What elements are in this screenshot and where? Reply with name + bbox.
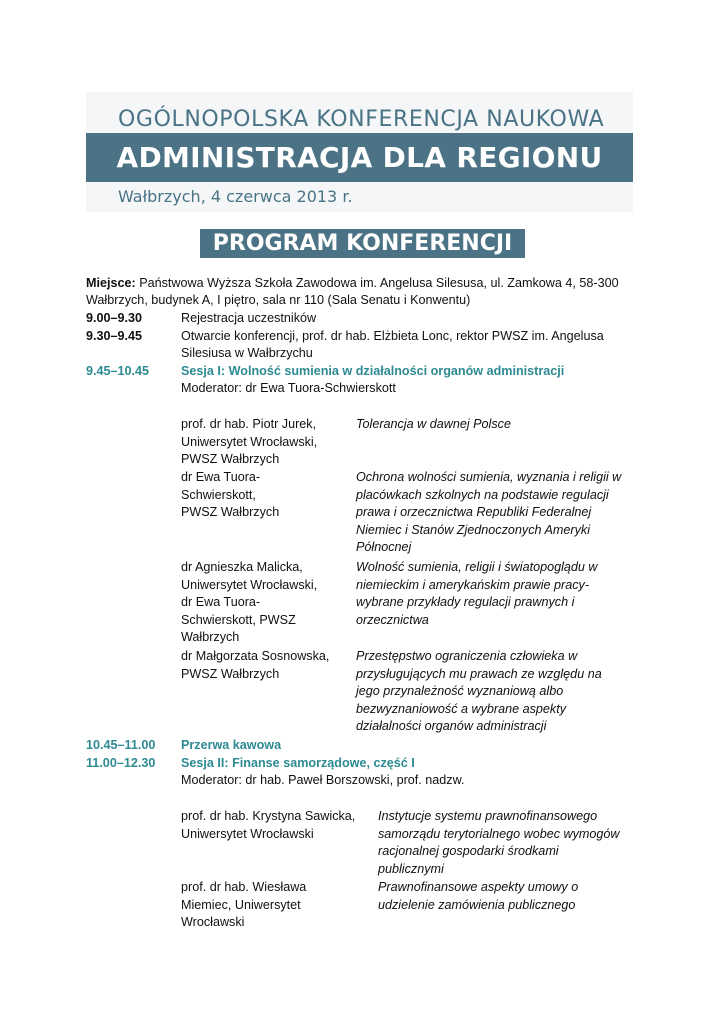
speaker: prof. dr hab. Krystyna Sawicka, Uniwersytet Wrocławski (181, 809, 356, 841)
venue-label: Miejsce: (86, 276, 136, 290)
conference-subtitle: OGÓLNOPOLSKA KONFERENCJA NAUKOWA (118, 107, 605, 132)
session-moderator: Moderator: dr hab. Paweł Borszowski, prof. nadzw. (181, 773, 465, 787)
program-title: PROGRAM KONFERENCJI (212, 231, 513, 256)
talk-title: Ochrona wolności sumienia, wyznania i religii w placówkach szkolnych na podstawie regulacji prawa i orzecznictwa Republiki Federalnej Niemiec i Stanów Zjednoczonych Ameryki Północnej (356, 470, 622, 555)
speaker: dr Małgorzata Sosnowska, PWSZ Wałbrzych (181, 649, 330, 681)
talk-title: Przestępstwo ograniczenia człowieka w przysługujących mu prawach ze względu na jego przynależność wyznaniową albo bezwyznaniowość a wybrane aspekty działalności organów administracji (356, 649, 602, 734)
speaker: dr Agnieszka Malicka, Uniwersytet Wrocławski, dr Ewa Tuora- Schwierskott, PWSZ Wałbrzych (181, 560, 318, 645)
talk-title: Prawnofinansowe aspekty umowy o udzielenie zamówienia publicznego (378, 880, 579, 912)
session-title: Przerwa kawowa (181, 738, 282, 752)
agenda-item: Otwarcie konferencji, prof. dr hab. Elżbieta Lonc, rektor PWSZ im. Angelusa (181, 329, 604, 343)
program-title-band (200, 229, 525, 258)
talk-title: Tolerancja w dawnej Polsce (356, 417, 511, 431)
speaker: prof. dr hab. Piotr Jurek, Uniwersytet Wrocławski, PWSZ Wałbrzych (181, 417, 318, 467)
session-moderator: Moderator: dr Ewa Tuora-Schwierskott (181, 381, 396, 395)
time-slot: 10.45–11.00 (86, 738, 156, 752)
time-slot: 9.00–9.30 (86, 311, 143, 325)
speaker: dr Ewa Tuora- Schwierskott, PWSZ Wałbrzych (181, 470, 280, 520)
session-title: Sesja I: Wolność sumienia w działalności organów administracji (181, 364, 565, 378)
conference-title: ADMINISTRACJA DLA REGIONU (116, 141, 603, 174)
conference-place-date: Wałbrzych, 4 czerwca 2013 r. (118, 187, 353, 206)
time-slot: 9.30–9.45 (86, 329, 143, 343)
talk-title: Wolność sumienia, religii i światopoglądu w niemieckim i amerykańskim prawie pracy- wybrane przykłady regulacji prawnych i orzecznictwa (356, 560, 598, 627)
conference-title-band (86, 133, 633, 182)
venue-text-1: Państwowa Wyższa Szkoła Zawodowa im. Angelusa Silesusa, ul. Zamkowa 4, 58-300 (139, 276, 619, 290)
time-slot: 9.45–10.45 (86, 364, 150, 378)
agenda-item: Silesiusa w Wałbrzychu (181, 346, 313, 360)
talk-title: Instytucje systemu prawnofinansowego samorządu terytorialnego wobec wymogów racjonalnej gospodarki środkami publicznymi (378, 809, 620, 876)
venue-line-1 (86, 275, 619, 293)
agenda-item: Rejestracja uczestników (181, 311, 317, 325)
session-title: Sesja II: Finanse samorządowe, część I (181, 756, 415, 770)
time-slot: 11.00–12.30 (86, 756, 156, 770)
speaker: prof. dr hab. Wiesława Miemiec, Uniwersytet Wrocławski (181, 880, 307, 930)
venue-line-2: Wałbrzych, budynek A, I piętro, sala nr 110 (Sala Senatu i Konwentu) (86, 293, 471, 307)
